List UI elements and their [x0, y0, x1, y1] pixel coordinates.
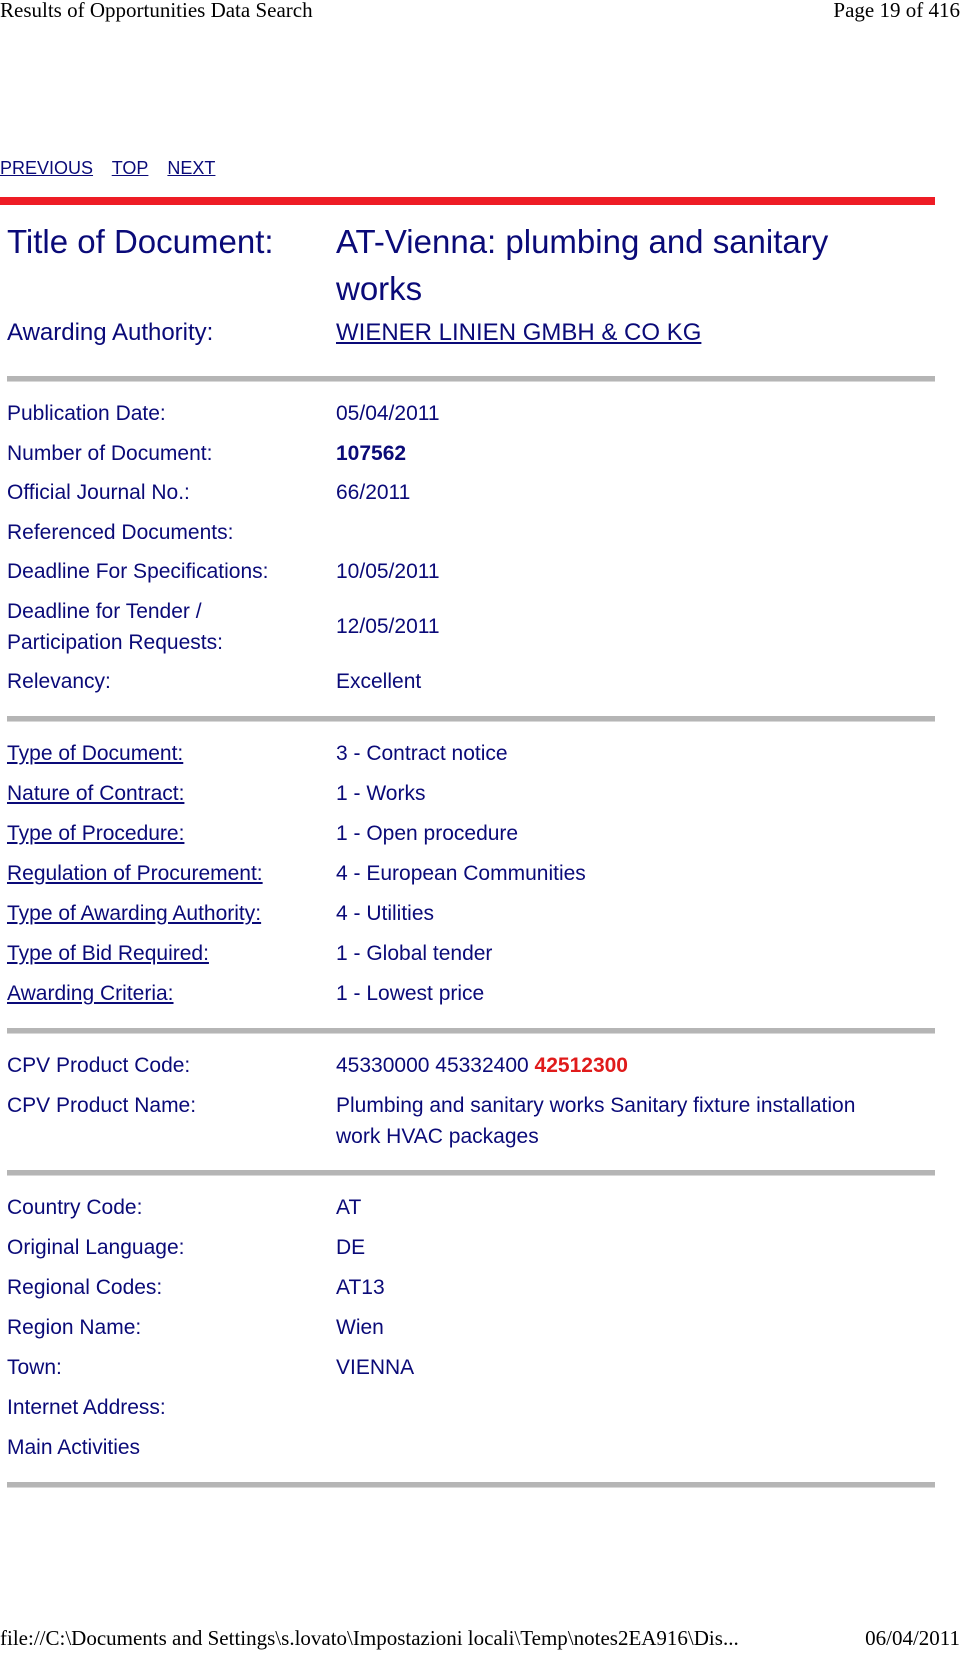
section-divider — [7, 1170, 935, 1176]
original-language-label: Original Language: — [7, 1236, 185, 1259]
regional-codes-label: Regional Codes: — [7, 1276, 163, 1299]
cpv-name-line-2: work HVAC packages — [336, 1125, 539, 1148]
regulation-value: 4 - European Communities — [336, 862, 586, 885]
main-activities-label: Main Activities — [7, 1436, 141, 1459]
journal-value: 66/2011 — [336, 481, 411, 504]
regulation-link[interactable]: Regulation of Procurement: — [7, 862, 263, 885]
bid-required-value: 1 - Global tender — [336, 942, 493, 965]
original-language-value: DE — [336, 1236, 366, 1259]
section-divider — [7, 1482, 935, 1488]
spec-deadline-value: 10/05/2011 — [336, 560, 440, 583]
section-divider — [7, 376, 935, 382]
nav-links — [0, 158, 229, 179]
next-link[interactable]: NEXT — [167, 158, 216, 178]
country-code-label: Country Code: — [7, 1196, 143, 1219]
section-divider — [7, 1028, 935, 1034]
authority-link[interactable]: WIENER LINIEN GMBH & CO KG — [336, 319, 702, 346]
country-code-value: AT — [336, 1196, 362, 1219]
section-divider — [7, 716, 935, 722]
print-footer-path: file://C:\Documents and Settings\s.lovato\Impostazioni locali\Temp\notes2EA916\Dis... — [0, 1626, 739, 1650]
tender-deadline-label — [7, 596, 327, 658]
referenced-documents-label: Referenced Documents: — [7, 521, 234, 544]
document-number-label: Number of Document: — [7, 442, 213, 465]
previous-link[interactable]: PREVIOUS — [0, 158, 94, 178]
cpv-name-line-1: Plumbing and sanitary works Sanitary fixture installation — [336, 1094, 856, 1117]
tender-deadline-label-line-2: Participation Requests: — [7, 631, 223, 654]
regional-codes-value: AT13 — [336, 1276, 385, 1299]
type-of-document-value: 3 - Contract notice — [336, 742, 508, 765]
print-footer-date: 06/04/2011 — [865, 1626, 960, 1650]
region-name-label: Region Name: — [7, 1316, 142, 1339]
cpv-code-value — [336, 1050, 936, 1081]
cpv-code-highlight: 42512300 — [534, 1054, 628, 1077]
type-of-procedure-link[interactable]: Type of Procedure: — [7, 822, 185, 845]
authority-type-link[interactable]: Type of Awarding Authority: — [7, 902, 262, 925]
document-number-value: 107562 — [336, 442, 407, 465]
print-header-title: Results of Opportunities Data Search — [0, 0, 313, 22]
print-footer — [0, 1626, 960, 1654]
town-value: VIENNA — [336, 1356, 415, 1379]
region-name-value: Wien — [336, 1316, 384, 1339]
publication-date-label: Publication Date: — [7, 402, 166, 425]
cpv-name-label: CPV Product Name: — [7, 1094, 197, 1117]
nature-of-contract-value: 1 - Works — [336, 782, 426, 805]
tender-deadline-value: 12/05/2011 — [336, 615, 440, 638]
journal-label: Official Journal No.: — [7, 481, 190, 504]
publication-date-value: 05/04/2011 — [336, 402, 440, 425]
red-divider-bar — [0, 197, 935, 205]
cpv-name-row — [7, 1090, 935, 1154]
cpv-code-plain: 45330000 45332400 — [336, 1054, 529, 1077]
authority-label: Awarding Authority: — [7, 319, 214, 346]
authority-type-value: 4 - Utilities — [336, 902, 435, 925]
nature-of-contract-link[interactable]: Nature of Contract: — [7, 782, 185, 805]
awarding-criteria-link[interactable]: Awarding Criteria: — [7, 982, 174, 1005]
title-label: Title of Document: — [7, 223, 274, 260]
spec-deadline-label: Deadline For Specifications: — [7, 560, 269, 583]
title-value: AT-Vienna: plumbing and sanitary works — [336, 223, 829, 307]
tender-deadline-label-line-1: Deadline for Tender / — [7, 600, 202, 623]
print-header — [0, 0, 960, 26]
relevancy-value: Excellent — [336, 670, 422, 693]
tender-deadline-row — [7, 596, 935, 660]
awarding-criteria-value: 1 - Lowest price — [336, 982, 485, 1005]
relevancy-label: Relevancy: — [7, 670, 111, 693]
top-link[interactable]: TOP — [111, 158, 149, 178]
cpv-name-value — [336, 1090, 936, 1152]
print-header-page: Page 19 of 416 — [833, 0, 960, 22]
type-of-document-link[interactable]: Type of Document: — [7, 742, 184, 765]
type-of-procedure-value: 1 - Open procedure — [336, 822, 519, 845]
town-label: Town: — [7, 1356, 62, 1379]
internet-address-label: Internet Address: — [7, 1396, 166, 1419]
cpv-code-label: CPV Product Code: — [7, 1054, 191, 1077]
bid-required-link[interactable]: Type of Bid Required: — [7, 942, 209, 965]
